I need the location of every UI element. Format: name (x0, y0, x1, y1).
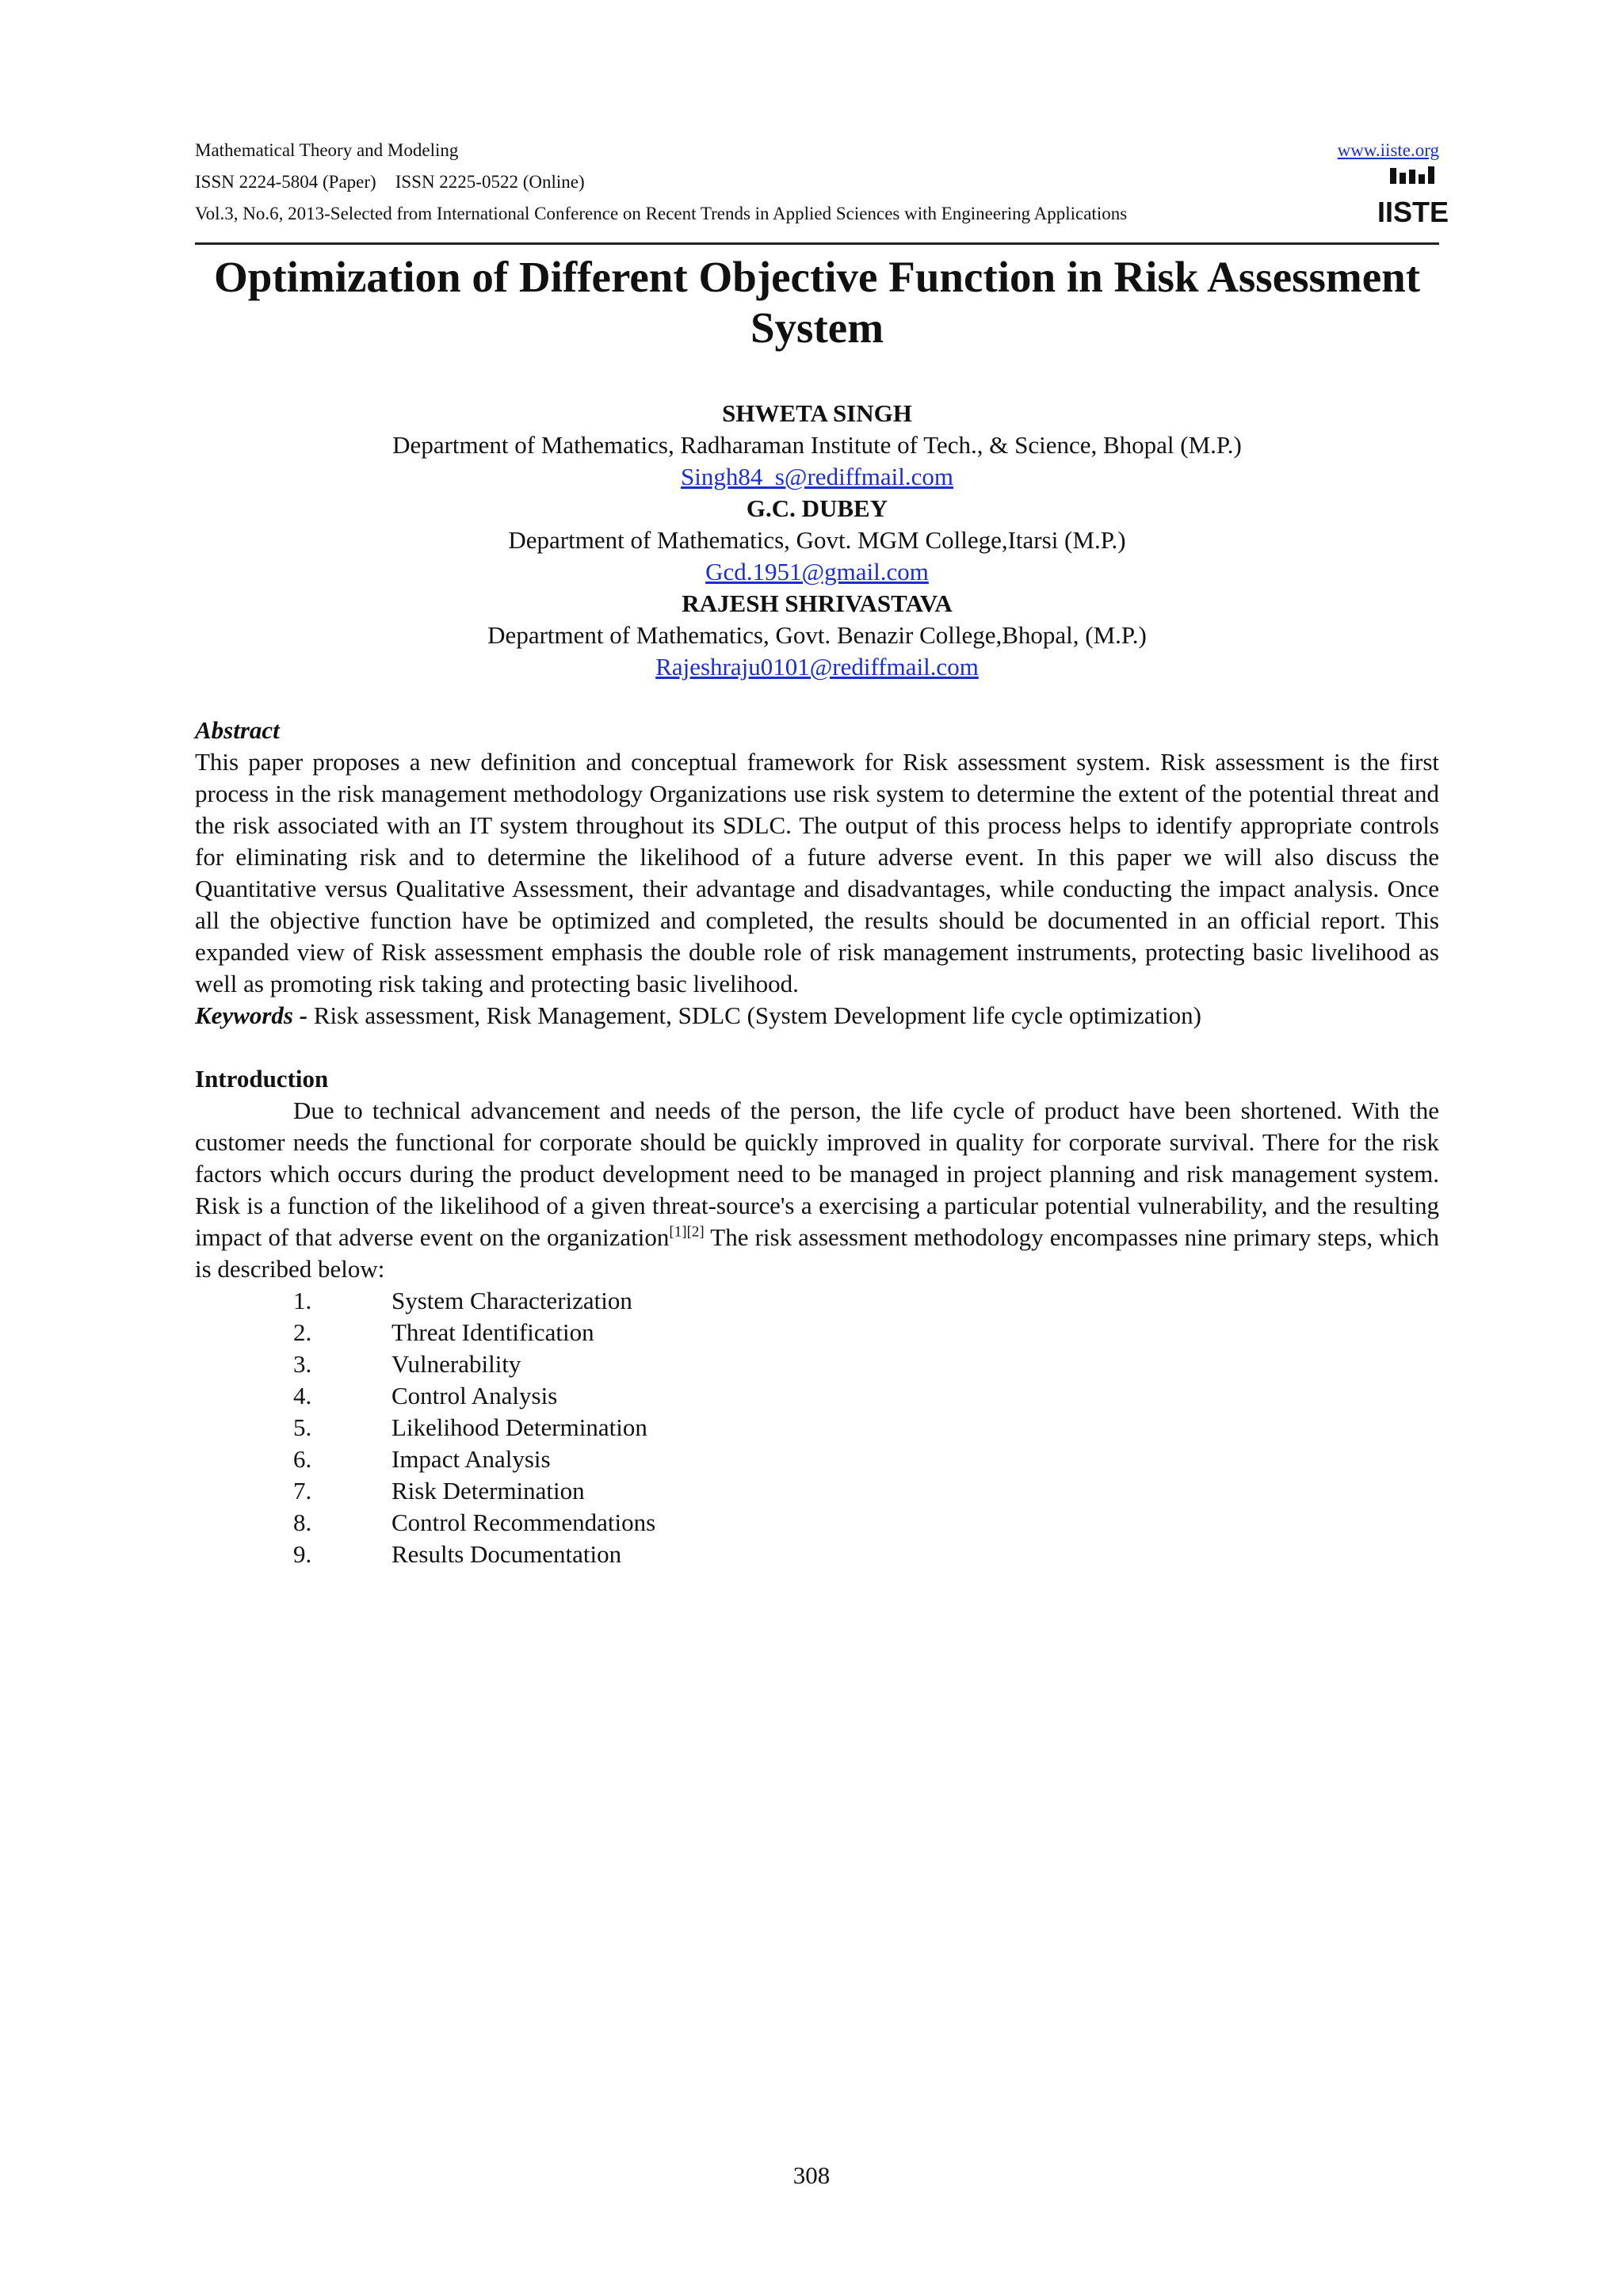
issn-paper: ISSN 2224-5804 (Paper) (195, 172, 376, 192)
citation-ref: [1][2] (669, 1223, 705, 1241)
list-label: Likelihood Determination (391, 1413, 647, 1441)
author-name: G.C. DUBEY (746, 494, 888, 522)
list-item (195, 1348, 1439, 1380)
abstract-heading: Abstract (195, 716, 280, 744)
list-label: Risk Determination (391, 1477, 585, 1505)
list-number: 7. (293, 1477, 312, 1505)
list-number: 5. (293, 1413, 312, 1441)
list-item (195, 1539, 1439, 1570)
list-label: Control Analysis (391, 1382, 558, 1409)
author-email-link[interactable]: Rajeshraju0101@rediffmail.com (655, 653, 979, 681)
list-number: 9. (293, 1540, 312, 1568)
intro-text-part-2: The risk assessment methodology encompasses nine primary steps, which is described below: (195, 1223, 1439, 1283)
list-item (195, 1507, 1439, 1539)
running-header (195, 135, 1449, 230)
list-number: 3. (293, 1350, 312, 1378)
list-number: 8. (293, 1508, 312, 1536)
list-number: 1. (293, 1287, 312, 1314)
paper-body (195, 715, 1439, 1570)
keywords-text: Risk assessment, Risk Management, SDLC (System Development life cycle optimization) (307, 1001, 1201, 1029)
introduction-heading: Introduction (195, 1065, 329, 1093)
journal-name: Mathematical Theory and Modeling (195, 140, 459, 160)
paper-title (195, 252, 1439, 353)
author-name: SHWETA SINGH (722, 399, 912, 427)
list-item (195, 1444, 1439, 1475)
introduction-text (195, 1095, 1439, 1285)
list-item (195, 1475, 1439, 1507)
intro-text-part-1: Due to technical advancement and needs of the person, the life cycle of product have been shortened. With the customer needs the functional for corporate should be quickly improved in quality for corporate survival. There for the risk factors which occurs during the product development need to be managed in project planning and risk management system. Risk is a function of the likelihood of a given threat-source's a exercising a particular potential vulnerability, and the resulting impact of that adverse event on the organization (195, 1097, 1439, 1251)
list-label: System Characterization (391, 1287, 632, 1314)
volume-info: Vol.3, No.6, 2013-Selected from International Conference on Recent Trends in Applied Sciences with Engineering Applications (195, 204, 1128, 223)
list-item (195, 1380, 1439, 1412)
title-line-1: Optimization of Different Objective Function in Risk Assessment (213, 253, 1421, 301)
list-label: Impact Analysis (391, 1445, 551, 1473)
list-label: Results Documentation (391, 1540, 622, 1568)
list-label: Threat Identification (391, 1318, 594, 1346)
header-line-3 (195, 198, 1439, 230)
list-item (195, 1317, 1439, 1348)
author-email-link[interactable]: Gcd.1951@gmail.com (705, 558, 929, 585)
list-label: Control Recommendations (391, 1508, 656, 1536)
author-affiliation: Department of Mathematics, Govt. Benazir College,Bhopal, (M.P.) (487, 621, 1147, 649)
author-email-link[interactable]: Singh84_s@rediffmail.com (681, 463, 953, 490)
header-rule (195, 242, 1439, 245)
website-link[interactable]: www.iiste.org (1337, 140, 1439, 160)
abstract-text: This paper proposes a new definition and conceptual framework for Risk assessment system. Risk assessment is the first process in the risk management methodology Organizations use risk system to determine the extent of the potential threat and the risk associated with an IT system throughout its SDLC. The output of this process helps to identify appropriate controls for eliminating risk and to determine the likelihood of a future adverse event. In this paper we will also discuss the Quantitative versus Qualitative Assessment, their advantage and disadvantages, while conducting the impact analysis. Once all the objective function have be optimized and completed, the results should be documented in an official report. This expanded view of Risk assessment emphasis the double role of risk management instruments, protecting basic livelihood as well as promoting risk taking and protecting basic livelihood. (195, 748, 1439, 997)
risk-steps-list (195, 1285, 1439, 1570)
list-item (195, 1285, 1439, 1317)
iiste-logo-icon (1377, 166, 1449, 228)
list-number: 6. (293, 1445, 312, 1473)
issn-online: ISSN 2225-0522 (Online) (395, 172, 585, 192)
page-number: 308 (792, 2161, 831, 2189)
author-name: RAJESH SHRIVASTAVA (682, 589, 953, 617)
author-block (195, 398, 1439, 683)
logo-text: IISTE (1377, 196, 1449, 228)
author-affiliation: Department of Mathematics, Radharaman Institute of Tech., & Science, Bhopal (M.P.) (392, 431, 1242, 459)
keywords-line (195, 1000, 1439, 1032)
keywords-label: Keywords - (195, 1001, 308, 1029)
list-item (195, 1412, 1439, 1444)
author-affiliation: Department of Mathematics, Govt. MGM College,Itarsi (M.P.) (508, 526, 1126, 554)
header-line-1 (195, 135, 1439, 166)
title-line-2: System (750, 303, 884, 352)
list-label: Vulnerability (391, 1350, 521, 1378)
list-number: 2. (293, 1318, 312, 1346)
list-number: 4. (293, 1382, 312, 1409)
header-line-2 (195, 166, 1439, 198)
